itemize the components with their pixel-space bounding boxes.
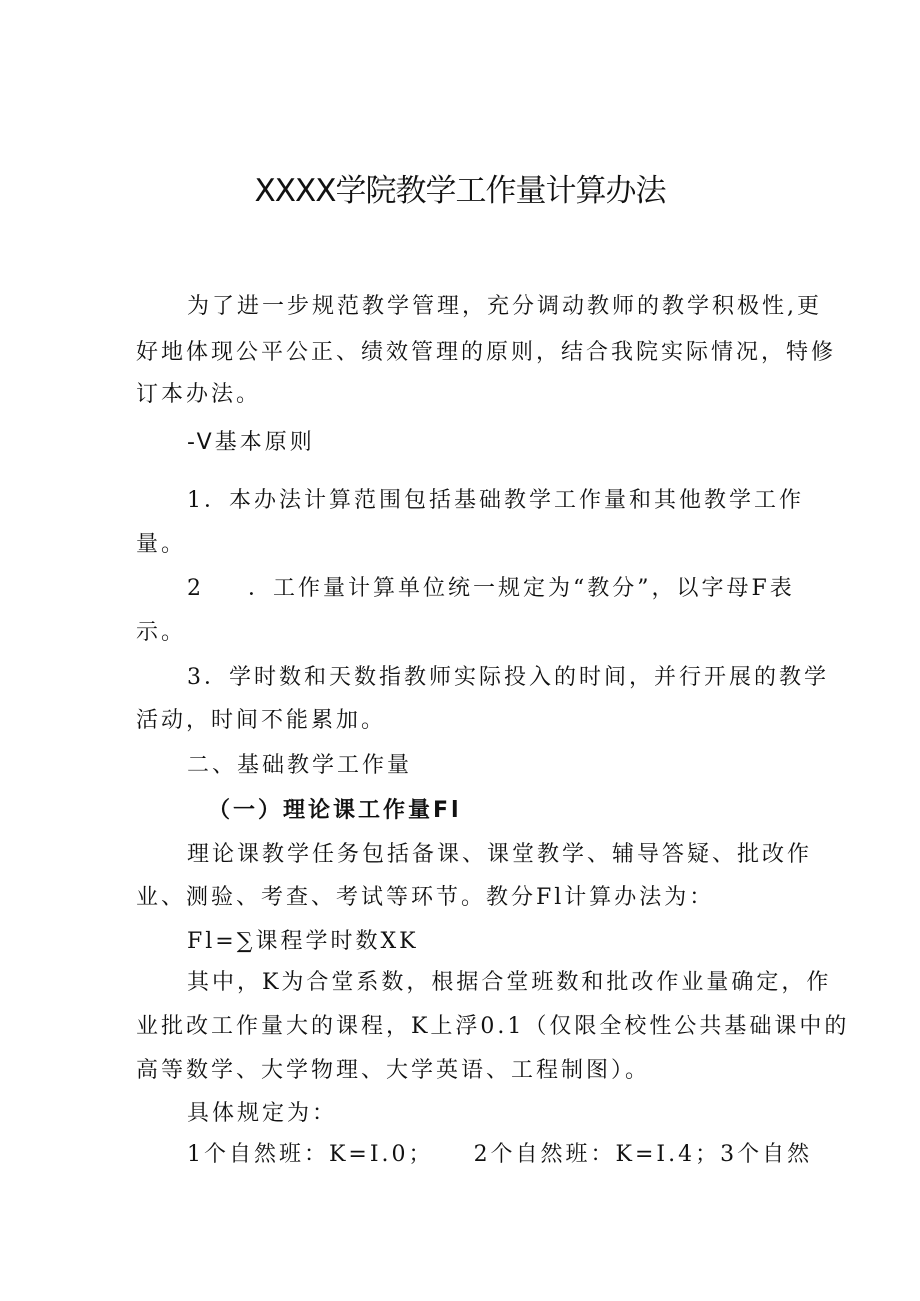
rule-one-class: 1个自然班：K=I.0； xyxy=(187,1142,434,1167)
section2-para2-line1: 其中，K为合堂系数，根据合堂班数和批改作业量确定，作 xyxy=(187,970,832,995)
section1-item1-line1: 1．本办法计算范围包括基础教学工作量和其他教学工作 xyxy=(187,488,804,513)
section2-heading: 二、基础教学工作量 xyxy=(187,753,413,778)
formula-line: Fl=∑课程学时数XK xyxy=(187,929,419,954)
section2-para1-line2: 业、测验、考查、考试等环节。教分Fl计算办法为： xyxy=(136,885,715,910)
section2-para1-line1: 理论课教学任务包括备课、课堂教学、辅导答疑、批改作 xyxy=(187,842,813,867)
section1-item2-text: ．工作量计算单位统一规定为“教分”，以字母F表 xyxy=(248,576,795,601)
section1-item2-line1 xyxy=(187,574,795,604)
intro-line-1: 为了进一步规范教学管理，充分调动教师的教学积极性,更 xyxy=(187,294,822,319)
section1-item3-line2: 活动，时间不能累加。 xyxy=(136,708,387,733)
section1-item2-number: 2 xyxy=(187,576,204,601)
section1-item2-line2: 示。 xyxy=(136,620,187,645)
document-title: XXXX学院教学工作量计算办法 xyxy=(254,173,666,209)
section1-item1-line2: 量。 xyxy=(136,532,187,557)
intro-line-2: 好地体现公平公正、绩效管理的原则，结合我院实际情况，特修 xyxy=(136,340,837,365)
section2-para2-line3: 高等数学、大学物理、大学英语、工程制图）。 xyxy=(136,1058,651,1083)
rule-two-classes: 2个自然班：K=I.4；3个自然 xyxy=(473,1142,813,1167)
section1-heading: -V基本原则 xyxy=(187,430,315,455)
rules-line xyxy=(187,1140,812,1170)
intro-line-3: 订本办法。 xyxy=(136,382,262,407)
rules-intro: 具体规定为： xyxy=(187,1101,338,1126)
section2-subheading: （一）理论课工作量Fl xyxy=(208,798,462,823)
section1-item3-line1: 3．学时数和天数指教师实际投入的时间，并行开展的教学 xyxy=(187,665,829,690)
section2-para2-line2: 业批改工作量大的课程，K上浮0.1（仅限全校性公共基础课中的 xyxy=(136,1014,850,1039)
